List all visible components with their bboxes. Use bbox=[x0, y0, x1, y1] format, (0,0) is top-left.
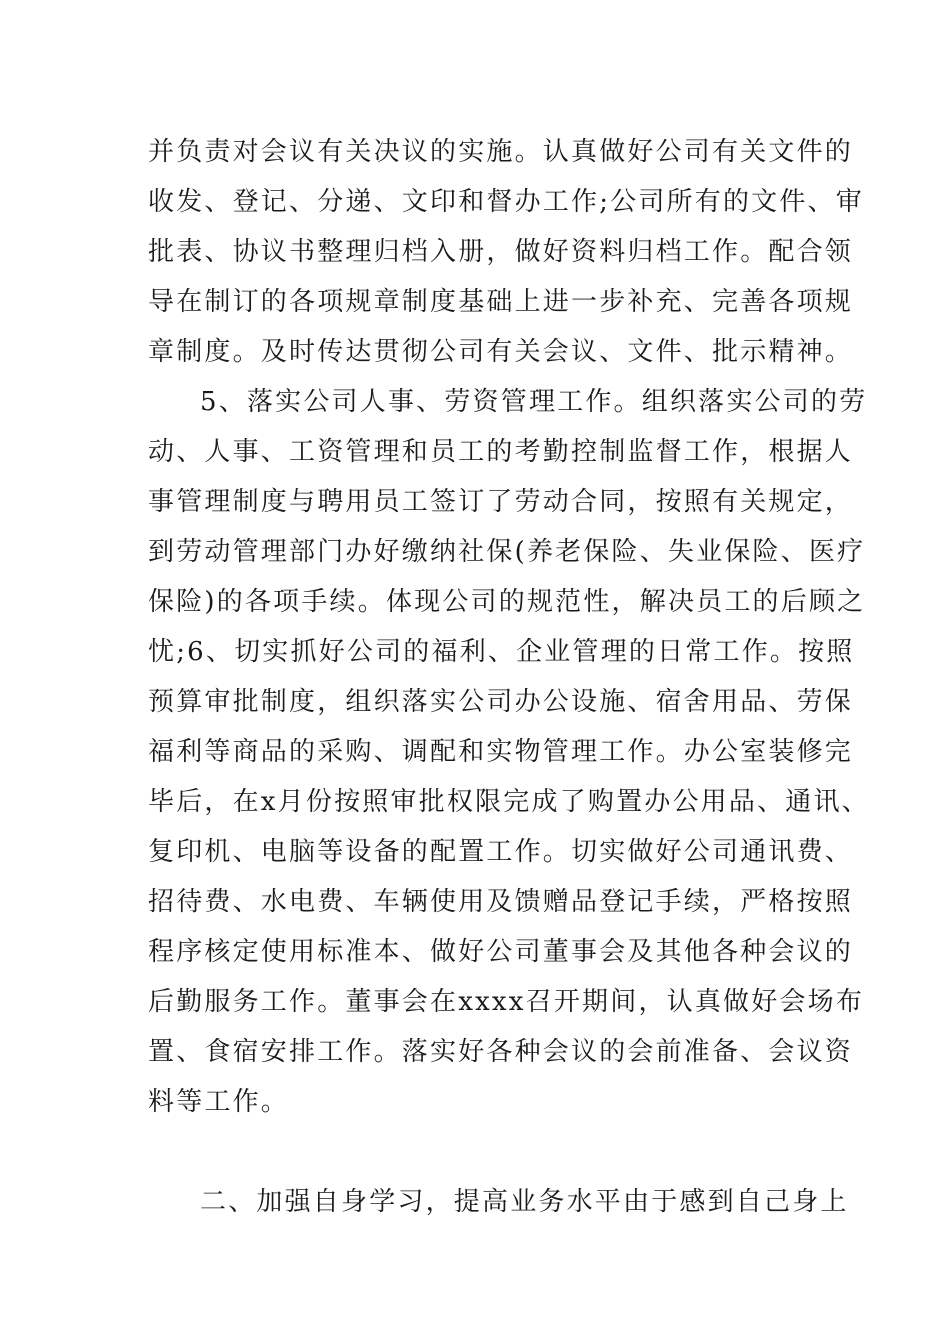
paragraph-start-line: 5、落实公司人事、劳资管理工作。组织落实公司的劳 bbox=[200, 387, 868, 417]
text-line: 置、食宿安排工作。落实好各种会议的会前准备、会议资 bbox=[148, 1037, 854, 1067]
text-line: 事管理制度与聘用员工签订了劳动合同，按照有关规定， bbox=[148, 487, 854, 517]
text-line: 动、人事、工资管理和员工的考勤控制监督工作，根据人 bbox=[148, 437, 854, 467]
text-line: 忧;6、切实抓好公司的福利、企业管理的日常工作。按照 bbox=[148, 637, 855, 667]
text-line: 料等工作。 bbox=[148, 1087, 290, 1117]
text-line: 保险)的各项手续。体现公司的规范性，解决员工的后顾之 bbox=[148, 587, 866, 617]
text-line: 导在制订的各项规章制度基础上进一步补充、完善各项规 bbox=[148, 287, 854, 317]
text-line: 招待费、水电费、车辆使用及馈赠品登记手续，严格按照 bbox=[148, 887, 854, 917]
text-line: 毕后，在x月份按照审批权限完成了购置办公用品、通讯、 bbox=[148, 787, 870, 817]
text-line: 后勤服务工作。董事会在xxxx召开期间，认真做好会场布 bbox=[148, 987, 865, 1017]
text-line: 预算审批制度，组织落实公司办公设施、宿舍用品、劳保 bbox=[148, 687, 854, 717]
text-line: 到劳动管理部门办好缴纳社保(养老保险、失业保险、医疗 bbox=[148, 537, 866, 567]
text-line: 章制度。及时传达贯彻公司有关会议、文件、批示精神。 bbox=[148, 337, 854, 367]
section-heading-line: 二、加强自身学习，提高业务水平由于感到自己身上 bbox=[200, 1187, 849, 1217]
text-line: 复印机、电脑等设备的配置工作。切实做好公司通讯费、 bbox=[148, 837, 854, 867]
text-line: 并负责对会议有关决议的实施。认真做好公司有关文件的 bbox=[148, 137, 854, 167]
text-line: 程序核定使用标准本、做好公司董事会及其他各种会议的 bbox=[148, 937, 854, 967]
text-line: 福利等商品的采购、调配和实物管理工作。办公室装修完 bbox=[148, 737, 854, 767]
text-line: 收发、登记、分递、文印和督办工作;公司所有的文件、审 bbox=[148, 187, 864, 217]
text-line: 批表、协议书整理归档入册，做好资料归档工作。配合领 bbox=[148, 237, 854, 267]
